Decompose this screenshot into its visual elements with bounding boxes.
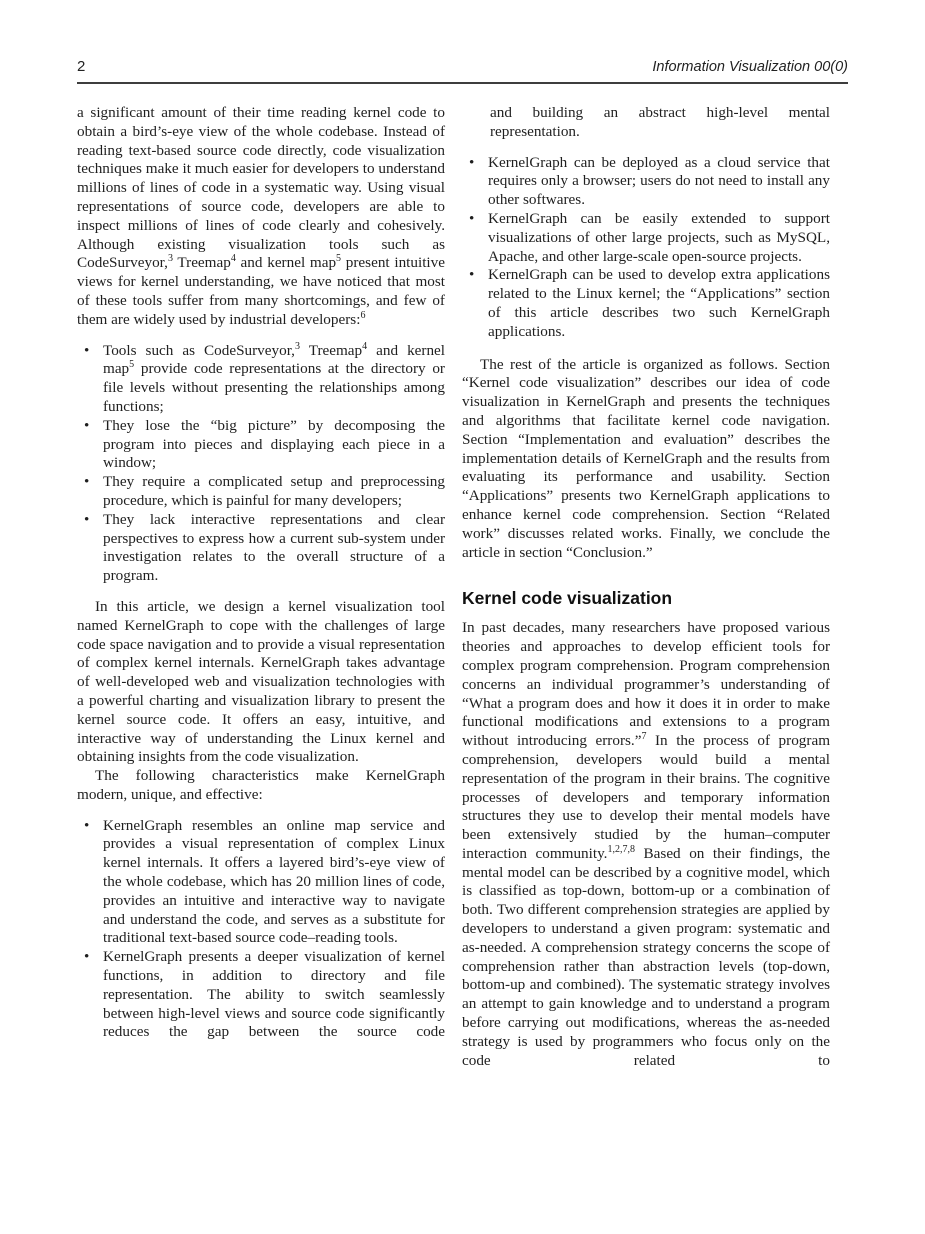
citation-superscript: 5 [129,359,135,371]
text-run: Treemap [172,254,231,272]
text-run: Based on their findings, the mental model can be described by a cognitive model, which is classified as top-down, bottom-up or a combination of both. Two different comprehension strategies are applied by developers to understand a given program: systematic and as-needed. A comprehension strategy concerns the scope of comprehension rather than abstraction levels (top-down, bottom-up and combined). The systematic strategy involves an attempt to gain knowledge and to understand a program before carrying out modifications, whereas the as-needed strategy is used by programmers who focus only on the code related to [462,844,830,1069]
text-run: Tools such as CodeSurveyor, [103,341,295,359]
list-item [77,417,445,473]
bullet-icon: • [469,266,475,284]
characteristics-lead-paragraph: The following characteristics make KernelGraph modern, unique, and effective: [77,767,445,803]
bullet-icon: • [469,209,475,227]
text-run: provide code representations at the directory or file levels without presenting the relationships among functions; [103,360,445,415]
right-column [462,104,830,1070]
citation-superscript: 3 [294,340,300,352]
text-run: present intuitive views for kernel understanding, we have noticed that most of these tools suffer from many shortcomings, and few of them are widely used by industrial developers: [77,254,445,328]
list-item [77,342,445,417]
text-run: Treemap [299,341,363,359]
list-item [77,817,445,949]
text-run: In past decades, many researchers have proposed various theories and approaches to develop efficient tools for complex program comprehension. Program comprehension concerns an individual programmer’s understanding of “What a program does and how it does it in order to make functional modifications and extensions to a program without introducing errors.” [462,619,830,750]
intro-continuation-paragraph [77,104,445,330]
two-column-body [77,104,830,1070]
list-item-text: KernelGraph presents a deeper visualization of kernel functions, in addition to directory and file representation. The ability to switch seamlessly between high-level views and source code significantly reduces the gap between the source code [103,948,445,1041]
list-item [77,473,445,511]
characteristics-list [77,817,445,1043]
citation-superscript: 5 [336,253,342,265]
list-item [462,154,830,210]
bullet-icon: • [84,473,90,491]
citation-superscript: 7 [641,731,647,743]
bullet-icon: • [469,153,475,171]
citation-superscript: 4 [230,253,236,265]
bullet-icon: • [84,416,90,434]
article-design-paragraph: In this article, we design a kernel visualization tool named KernelGraph to cope with the challenges of large code space navigation and to provide a visual representation of complex kernel internals. KernelGraph takes advantage of well-developed web and visualization technologies with a powerful charting and visualization library to present the kernel source code. It offers an easy, intuitive, and interactive way of understanding the Linux kernel and obtaining insights from the code visualization. [77,597,445,766]
bullet-icon: • [84,510,90,528]
list-item [77,948,445,1042]
shortcomings-list [77,342,445,586]
citation-superscript: 6 [360,309,366,321]
bullet-icon: • [84,816,90,834]
list-item-text: They lack interactive representations and clear perspectives to express how a current sub-system under investigation relates to the overall structure of a program. [103,510,445,585]
bullet-icon: • [84,948,90,966]
citation-superscript: 4 [362,340,368,352]
list-item-text: They require a complicated setup and preprocessing procedure, which is painful for many developers; [103,473,445,509]
page-header [77,58,848,84]
left-column [77,104,445,1070]
journal-title: Information Visualization 00(0) [652,59,848,75]
features-list [462,154,830,342]
list-item-text: KernelGraph can be deployed as a cloud service that requires only a browser; users do not need to install any other softwares. [488,153,830,209]
citation-superscript: 1,2,7,8 [607,843,635,855]
list-item-text: KernelGraph resembles an online map service and provides a visual representation of complex Linux kernel internals. It offers a layered bird’s-eye view of the whole codebase, which has 20 million lines of code, provides an intuitive and interactive way to navigate and understand the code, and serves as a substitute for traditional text-based source code–reading tools. [103,816,445,947]
organization-paragraph: The rest of the article is organized as follows. Section “Kernel code visualization” describes our idea of code visualization in KernelGraph and presents the techniques and algorithms that facilitate kernel code navigation. Section “Implementation and evaluation” describes the implementation details of KernelGraph and the results from evaluating its performance and usability. Section “Applications” presents two KernelGraph applications to enhance kernel code comprehension. Section “Related work” discusses related works. Finally, we conclude the article in section “Conclusion.” [462,355,830,561]
list-item [462,210,830,266]
list-item [77,511,445,586]
text-run: and kernel map [235,254,337,272]
list-item-text: KernelGraph can be used to develop extra applications related to the Linux kernel; the “Applications” section of this article describes two such KernelGraph applications. [488,266,830,340]
text-run: a significant amount of their time reading kernel code to obtain a bird’s-eye view of the whole codebase. Instead of reading text-based source code directly, code visualization techniques make it much easier for developers to understand millions of lines of code in a systematic way. Using visual representations of source code, developers are able to inspect millions of lines of code clearly and cohesively. Although existing visualization tools such as CodeSurveyor, [77,104,445,272]
section-heading: Kernel code visualization [462,588,673,609]
list-item [462,266,830,341]
list-item-text: They lose the “big picture” by decomposing the program into pieces and displaying each piece in a window; [103,416,445,472]
text-run: and kernel map [103,341,446,378]
list-item-text [103,342,445,417]
text-run: In the process of program comprehension, developers would build a mental representation of the program in their brains. The cognitive processes of developers and temporary information structures they use to develop their mental models have been extensively studied by the human–computer interaction community. [462,732,831,862]
list-item-text: KernelGraph can be easily extended to support visualizations of other large projects, such as MySQL, Apache, and other large-scale open-source projects. [488,209,830,265]
kernel-visualization-paragraph [462,619,830,1070]
citation-superscript: 3 [167,253,173,265]
page-number: 2 [77,58,86,75]
bullet-continuation-text: and building an abstract high-level mental representation. [490,104,830,140]
bullet-icon: • [84,341,90,359]
